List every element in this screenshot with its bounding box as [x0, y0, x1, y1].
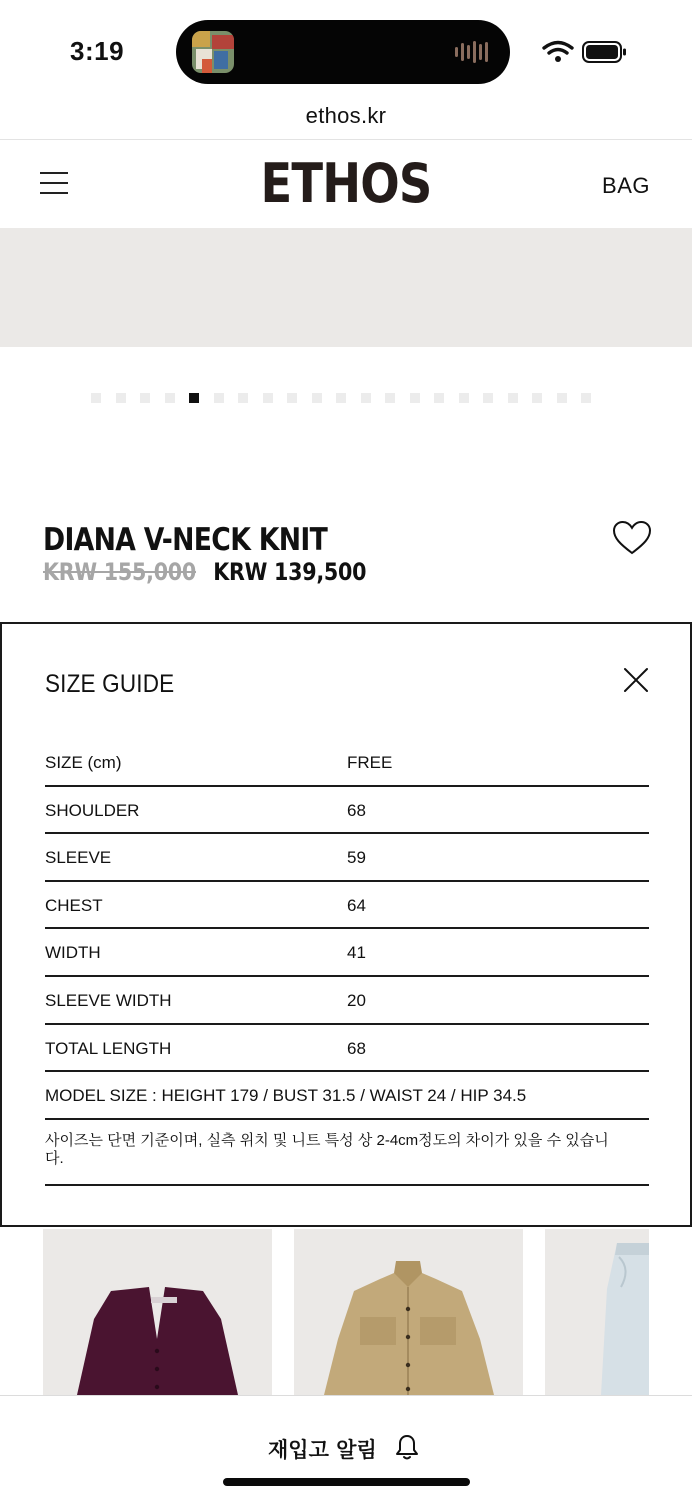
- size-guide-modal: [0, 622, 692, 1227]
- gallery-dot[interactable]: [336, 393, 346, 403]
- bottom-action-bar: [0, 1395, 692, 1500]
- light-denim-image[interactable]: [545, 1229, 649, 1395]
- gallery-dot[interactable]: [140, 393, 150, 403]
- status-bar: [0, 0, 692, 96]
- measure-label: SLEEVE WIDTH: [45, 990, 172, 1010]
- gallery-dot[interactable]: [263, 393, 273, 403]
- audio-waveform-icon: [454, 41, 494, 63]
- gallery-dot[interactable]: [508, 393, 518, 403]
- table-row: [45, 977, 649, 1025]
- table-row: [45, 929, 649, 977]
- recommendation-strip: [0, 1229, 692, 1395]
- gallery-dot[interactable]: [483, 393, 493, 403]
- gallery-dot[interactable]: [116, 393, 126, 403]
- gallery-dot[interactable]: [165, 393, 175, 403]
- close-icon[interactable]: [622, 666, 650, 694]
- measure-value: 64: [347, 895, 366, 915]
- purple-cardigan-image[interactable]: [43, 1229, 272, 1395]
- wifi-icon: [542, 40, 574, 64]
- sale-price: KRW 139,500: [213, 558, 367, 586]
- size-table: [45, 739, 649, 1186]
- gallery-dot[interactable]: [459, 393, 469, 403]
- restock-alert-button[interactable]: [230, 1428, 470, 1468]
- gallery-dot[interactable]: [361, 393, 371, 403]
- size-header-value: FREE: [347, 753, 393, 772]
- gallery-dot[interactable]: [312, 393, 322, 403]
- measure-value: 20: [347, 990, 366, 1010]
- home-indicator[interactable]: [223, 1478, 470, 1486]
- gallery-dot[interactable]: [434, 393, 444, 403]
- measure-value: 59: [347, 848, 366, 868]
- measure-label: SLEEVE: [45, 848, 112, 868]
- table-row: [45, 834, 649, 882]
- model-size-row: [45, 1072, 649, 1120]
- gallery-dot[interactable]: [532, 393, 542, 403]
- heart-outline-icon[interactable]: [612, 520, 652, 556]
- gallery-dot[interactable]: [410, 393, 420, 403]
- gallery-dot[interactable]: [581, 393, 591, 403]
- price-row: [43, 558, 366, 586]
- gallery-dot[interactable]: [91, 393, 101, 403]
- product-image-area[interactable]: [0, 228, 692, 347]
- restock-label: 재입고 알림: [268, 1438, 377, 1462]
- disclaimer-text: 사이즈는 단면 기준이며, 실측 위치 및 니트 특성 상 2-4cm정도의 차이가 있을 수 있습니다.: [45, 1131, 609, 1167]
- measure-value: 68: [347, 1038, 366, 1058]
- gallery-dot[interactable]: [557, 393, 567, 403]
- battery-icon: [582, 40, 628, 64]
- gallery-dot[interactable]: [385, 393, 395, 403]
- gallery-dot[interactable]: [214, 393, 224, 403]
- product-title: DIANA V-NECK KNIT: [43, 522, 328, 558]
- gallery-pagination: [91, 393, 591, 404]
- bell-icon: [394, 1433, 420, 1461]
- table-row: [45, 1025, 649, 1073]
- table-row: [45, 882, 649, 930]
- measure-value: 41: [347, 943, 366, 963]
- gallery-dot[interactable]: [238, 393, 248, 403]
- size-disclaimer: [45, 1120, 649, 1186]
- size-table-header: [45, 739, 649, 787]
- gallery-dot[interactable]: [189, 393, 199, 403]
- url-text: ethos.kr: [305, 103, 387, 128]
- dynamic-island[interactable]: [176, 20, 510, 84]
- status-time: 3:19: [70, 36, 125, 66]
- now-playing-artwork: [192, 31, 234, 73]
- measure-value: 68: [347, 800, 366, 820]
- measure-label: WIDTH: [45, 943, 101, 963]
- bag-link[interactable]: BAG: [602, 173, 650, 198]
- site-logo[interactable]: ETHOS: [260, 152, 432, 215]
- measure-label: TOTAL LENGTH: [45, 1038, 172, 1058]
- browser-url-bar[interactable]: [0, 96, 692, 140]
- site-header: [0, 140, 692, 228]
- original-price: KRW 155,000: [43, 558, 197, 586]
- gallery-dot[interactable]: [287, 393, 297, 403]
- size-guide-title: SIZE GUIDE: [45, 670, 175, 698]
- table-row: [45, 787, 649, 835]
- measure-label: SHOULDER: [45, 800, 140, 820]
- size-header-label: SIZE (cm): [45, 753, 122, 772]
- beige-jacket-image[interactable]: [294, 1229, 523, 1395]
- model-size-text: MODEL SIZE : HEIGHT 179 / BUST 31.5 / WAIST 24 / HIP 34.5: [45, 1086, 527, 1106]
- measure-label: CHEST: [45, 895, 103, 915]
